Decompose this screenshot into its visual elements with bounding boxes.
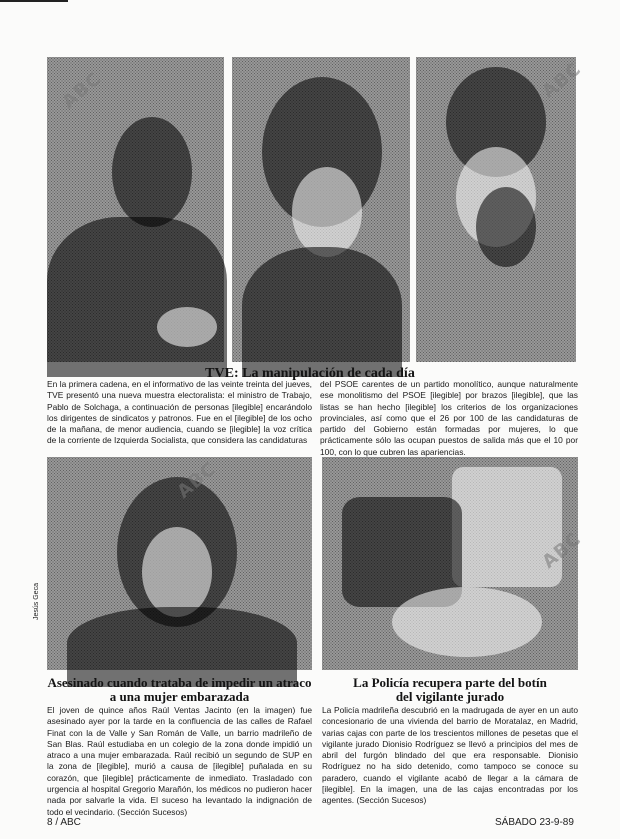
right-story-body: La Policía madrileña descubrió en la madrugada de ayer en un auto concesionario de una vivienda del barrio de Moratalaz, en Madrid, varias cajas con parte de los trescientos millones de pesetas que el vigilante jurado Dionisio Rodríguez se llevó a principios del mes de abril del furgón blindado del que era responsable. Dionisio Rodríguez no ha sido detenido, como tampoco se conoce su paradero, cuando el vigilante acabó de llegar a la cámara de [ilegible]. En la imagen, una de las cajas encontradas por los agentes. (Sección Sucesos) xyxy=(322,705,578,806)
photo-raul-ventas xyxy=(47,457,312,670)
issue-date-label: SÁBADO 23-9-89 xyxy=(495,817,574,828)
left-story-headline-line1: Asesinado cuando trataba de impedir un atraco xyxy=(47,675,312,690)
abc-watermark-icon: ABC xyxy=(538,528,586,573)
left-story-headline-line2: a una mujer embarazada xyxy=(109,689,250,704)
top-story-body-right: del PSOE carentes de un partido monolítico, aunque naturalmente ese monolitismo del PSOE [ilegible] por brazos [ilegible], que las listas se han hecho [ilegible] los criterios de los organizaciones provinciales, así como que el 26 por 100 de las candidaturas de partido del Gobierno están formadas por mujeres, lo que prácticamente sólo las ocupan puestos de salida más que el 10 por 100, con lo que cubren las apariencias. xyxy=(320,379,578,457)
right-story-headline-line1: La Policía recupera parte del botín xyxy=(353,675,547,690)
right-story-headline-line2: del vigilante jurado xyxy=(395,689,505,704)
left-story-body: El joven de quince años Raúl Ventas Jacinto (en la imagen) fue asesinado ayer por la tarde en la confluencia de las calles de Rafael Finat con la de Valle y San Román de Valle, un barrio madrileño de San Blas. Raúl estudiaba en un colegio de la zona donde impidió un atraco a una mujer embarazada. Raúl recibió un segundo de SUP en la zona de [ilegible], murió a causa de [ilegible] puñalada en su corazón, que [ilegible] prácticamente de inmediato. Trasladado con urgencia al hospital Gregorio Marañón, los médicos no pudieron hacer nada por salvarle la vida. El suceso ha levantado la indignación de todo el vecindario. (Sección Sucesos) xyxy=(47,705,312,817)
top-story-headline: TVE: La manipulación de cada día xyxy=(205,366,415,381)
photo-recovered-boxes xyxy=(322,457,578,670)
abc-watermark-icon: ABC xyxy=(173,458,221,503)
photo-man-with-glasses xyxy=(47,57,224,362)
top-story-body-left: En la primera cadena, en el informativo de las veinte treinta del jueves, TVE presentó una nueva muestra electoralista: el ministro de Trabajo, Pablo de Solchaga, a continuación de personas [ilegible] encarándolo los dirigentes de sindicatos y patronos. Fue en el [ilegible] de los ocho de la mañana, de menor audiencia, cuando se [ilegible] la voz crítica de la corriente de Izquierda Socialista, que considera las candidaturas xyxy=(47,379,312,446)
photo-woman-speaking xyxy=(232,57,410,362)
top-rule xyxy=(0,0,68,2)
photo-credit: Jesús Geca xyxy=(33,583,40,620)
photo-man-hand-at-mouth xyxy=(416,57,576,362)
page-number-label: 8 / ABC xyxy=(47,817,81,828)
abc-watermark-icon: ABC xyxy=(538,58,586,103)
abc-watermark-icon: ABC xyxy=(58,68,106,113)
